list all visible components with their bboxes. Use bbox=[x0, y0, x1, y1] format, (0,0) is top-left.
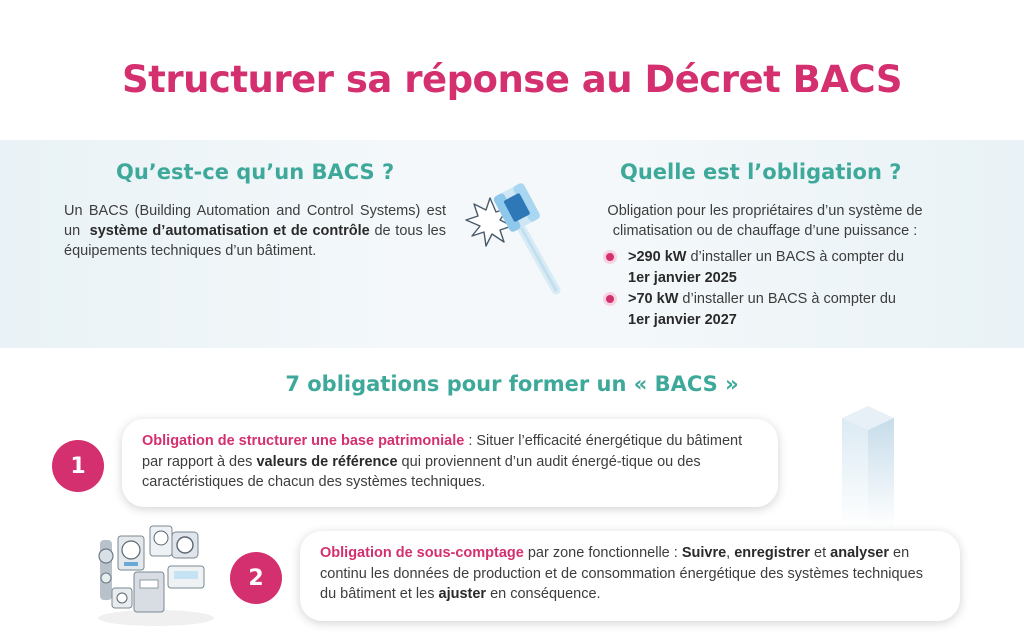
obligation-card-1: Obligation de structurer une base patrimoniale : Situer l’efficacité énergétique du bâtiment par rapport à des valeurs de référence qui proviennent d’un audit énergé-tique ou des caractéristiques de chacun des systèmes techniques. bbox=[122, 419, 778, 507]
obligation-number-badge: 2 bbox=[230, 552, 282, 604]
list-item: >70 kW d’installer un BACS à compter du 1er janvier 2027 bbox=[604, 289, 934, 331]
gavel-icon bbox=[456, 178, 576, 298]
bacs-definition-text: Un BACS (Building Automation and Control Systems) est un système d’automatisation et de contrôle de tous les équipements techniques d’un bâtiment. bbox=[64, 203, 446, 259]
bullet-dot-icon bbox=[606, 295, 614, 303]
bacs-definition-heading: Qu’est-ce qu’un BACS ? bbox=[116, 160, 395, 184]
obligation-title: Obligation de structurer une base patrimoniale bbox=[142, 433, 465, 449]
energy-meters-icon bbox=[94, 518, 218, 628]
bullet-dot-icon bbox=[606, 253, 614, 261]
obligation-heading: Quelle est l’obligation ? bbox=[620, 160, 902, 184]
obligation-number-badge: 1 bbox=[52, 440, 104, 492]
bacs-definition-bold: système d’automatisation et de contrôle bbox=[89, 223, 370, 239]
obligations-section-heading: 7 obligations pour former un « BACS » bbox=[285, 372, 739, 396]
obligation-card-2: Obligation de sous-comptage par zone fonctionnelle : Suivre, enregistrer et analyser en continu les données de production et de consommation énergétique des systèmes techniques du bâtiment et les ajuster en conséquence. bbox=[300, 531, 960, 621]
building-icon bbox=[838, 404, 898, 528]
list-item: >290 kW d’installer un BACS à compter du 1er janvier 2025 bbox=[604, 247, 934, 289]
obligation-intro: Obligation pour les propriétaires d’un système de climatisation ou de chauffage d’une puissance : bbox=[607, 203, 923, 239]
obligation-title: Obligation de sous-comptage bbox=[320, 545, 524, 561]
page-title: Structurer sa réponse au Décret BACS bbox=[122, 58, 902, 101]
obligation-list bbox=[604, 247, 934, 331]
